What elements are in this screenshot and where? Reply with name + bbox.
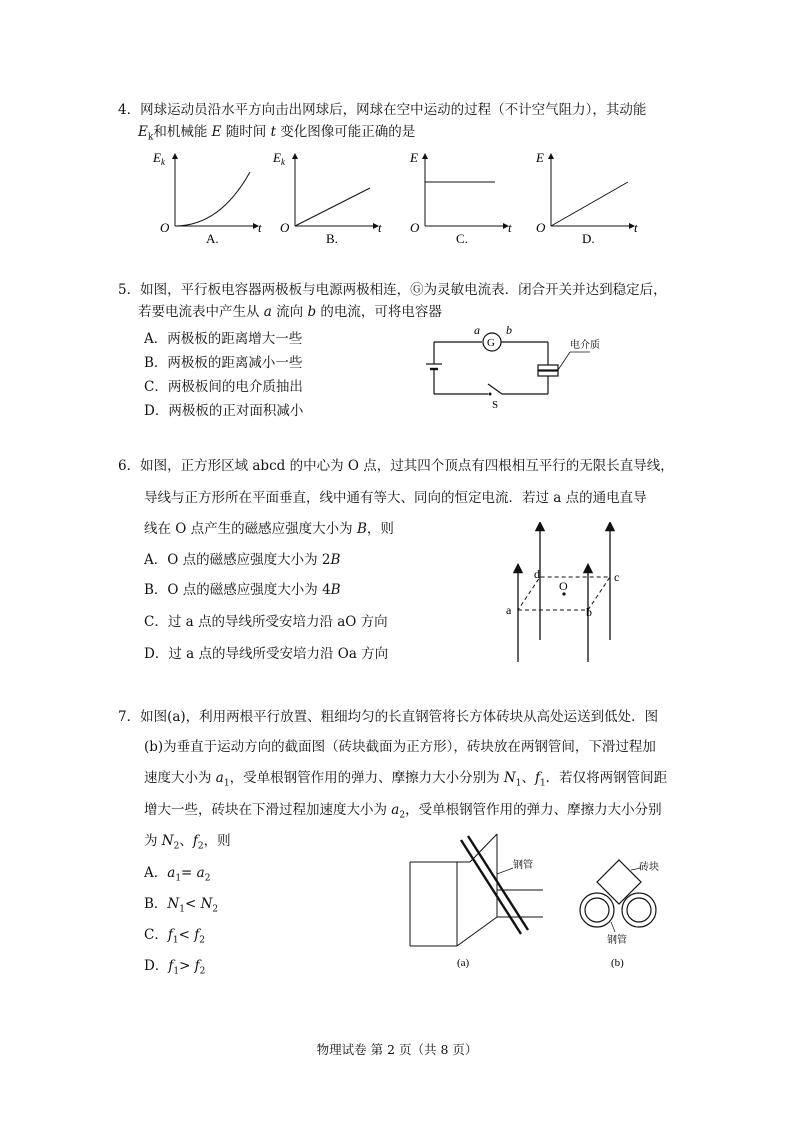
q5-option-b[interactable]: B．两极板的距离减小一些 — [144, 355, 303, 371]
q6-wires-figure — [500, 522, 650, 667]
point-a-label: a — [474, 323, 480, 337]
galvanometer-label: G — [487, 337, 495, 349]
q7-option-b[interactable]: B．$N_1< N_2$ — [144, 896, 219, 915]
q4-graph-b — [270, 146, 390, 246]
curve — [175, 172, 250, 226]
capacitor-plate-top — [538, 365, 558, 370]
line — [551, 182, 628, 226]
q7-figure-a — [405, 832, 555, 972]
q4-line1: 4．网球运动员沿水平方向击出网球后，网球在空中运动的过程（不计空气阻力），其动能 — [118, 102, 647, 118]
q7-line4: 增大一些，砖块在下滑过程加速度大小为 $a_2$，受单根钢管作用的弹力、摩擦力大小分别 — [144, 802, 662, 821]
point-a-label: a — [506, 603, 512, 617]
q7-number: 7． — [118, 709, 141, 725]
q5-circuit-figure — [420, 322, 650, 410]
pipe-pointer — [497, 868, 513, 874]
line — [295, 188, 370, 226]
capacitor-plate-bottom — [538, 371, 558, 376]
q6-line3: 线在 O 点产生的磁感应强度大小为 B，则 — [144, 521, 394, 537]
q6-option-c[interactable]: C．过 a 点的导线所受安培力沿 aO 方向 — [144, 614, 388, 630]
pipe-pointer-b — [611, 922, 615, 932]
origin-label: O — [160, 220, 170, 235]
q5-option-c[interactable]: C．两极板间的电介质抽出 — [144, 379, 303, 395]
q5-number: 5． — [118, 282, 141, 298]
origin-label: O — [536, 220, 546, 235]
point-o-label: O — [559, 579, 568, 593]
x-label: t — [378, 220, 382, 235]
caption-a: (a) — [457, 957, 470, 969]
q4-number: 4． — [118, 102, 141, 118]
caption-b: (b) — [611, 957, 624, 969]
q6-number: 6． — [118, 458, 141, 474]
steel-pipe-2 — [468, 836, 528, 930]
origin-label: O — [410, 220, 420, 235]
dielectric-pointer — [558, 352, 570, 370]
q4-line2: $E_k$和机械能 E 随时间 t 变化图像可能正确的是 — [138, 124, 416, 143]
pipe-left-inner — [585, 898, 609, 922]
q4-graph-d — [526, 146, 646, 246]
caption: D. — [582, 231, 595, 246]
switch-label: S — [492, 399, 499, 410]
switch-pivot — [489, 393, 492, 396]
point-b-label: b — [506, 323, 512, 337]
platform-edge — [470, 834, 497, 862]
caption: C. — [456, 231, 468, 246]
brick-cross-section — [597, 860, 641, 904]
x-label: t — [258, 220, 262, 235]
brick-label: 砖块 — [639, 862, 659, 873]
origin-label: O — [280, 220, 290, 235]
q6-option-a[interactable]: A．O 点的磁感应强度大小为 2B — [144, 552, 341, 568]
y-label: E — [536, 150, 544, 165]
x-label: t — [634, 220, 638, 235]
q7-option-a[interactable]: A．$a_1= a_2$ — [144, 865, 211, 884]
q6-option-d[interactable]: D．过 a 点的导线所受安培力沿 Oa 方向 — [144, 646, 389, 662]
q4-graph-a — [150, 146, 270, 246]
q4-graph-c — [400, 146, 520, 246]
x-label: t — [508, 220, 512, 235]
q7-option-c[interactable]: C．$f_1< f_2$ — [144, 927, 205, 946]
q7-line3: 速度大小为 $a_1$，受单根钢管作用的弹力、摩擦力大小分别为 $N_1$、$f_1$．若仅将两钢管间距 — [144, 770, 668, 789]
y-label: $E_k$ — [153, 150, 165, 167]
point-d-label: d — [534, 567, 540, 581]
q7-line2: (b)为垂直于运动方向的截面图（砖块截面为正方形），砖块放在两钢管间，下滑过程加 — [144, 739, 656, 755]
q6-line1: 6．如图，正方形区域 abcd 的中心为 O 点，过其四个顶点有四根相互平行的无限长直导线， — [118, 458, 674, 474]
pipe-right-inner — [627, 898, 651, 922]
q5-line2: 若要电流表中产生从 a 流向 b 的电流，可将电容器 — [138, 304, 442, 320]
switch-icon — [488, 384, 502, 394]
q7-figure-b — [575, 850, 665, 972]
q7-line1: 7．如图(a)，利用两根平行放置、粗细均匀的长直钢管将长方体砖块从高处运送到低处．图 — [118, 709, 659, 725]
point-b-label: b — [586, 605, 592, 619]
q7-option-d[interactable]: D．$f_1> f_2$ — [144, 958, 206, 977]
y-label: E — [410, 150, 418, 165]
q5-line1: 5．如图，平行板电容器两极板与电源两极相连，Ⓖ为灵敏电流表．闭合开关并达到稳定后， — [118, 282, 667, 298]
dielectric-label: 电介质 — [570, 340, 600, 351]
q7-line5: 为 $N_2$、$f_2$，则 — [144, 833, 231, 852]
steel-pipe-1 — [461, 840, 521, 934]
page-footer: 物理试卷 第 2 页（共 8 页） — [316, 1042, 478, 1057]
q5-option-a[interactable]: A．两极板的距离增大一些 — [144, 331, 303, 347]
q5-option-d[interactable]: D．两极板的正对面积减小 — [144, 403, 304, 419]
caption: A. — [206, 231, 219, 246]
ground-edge — [457, 917, 497, 946]
point-c-label: c — [614, 570, 620, 584]
q6-line2: 导线与正方形所在平面垂直，线中通有等大、同向的恒定电流．若过 a 点的通电直导 — [144, 490, 647, 506]
caption: B. — [326, 231, 338, 246]
q6-option-b[interactable]: B．O 点的磁感应强度大小为 4B — [144, 582, 341, 598]
pipe-label: 钢管 — [513, 860, 533, 871]
y-label: $E_k$ — [273, 150, 285, 167]
pipe-label-b: 钢管 — [607, 935, 627, 946]
